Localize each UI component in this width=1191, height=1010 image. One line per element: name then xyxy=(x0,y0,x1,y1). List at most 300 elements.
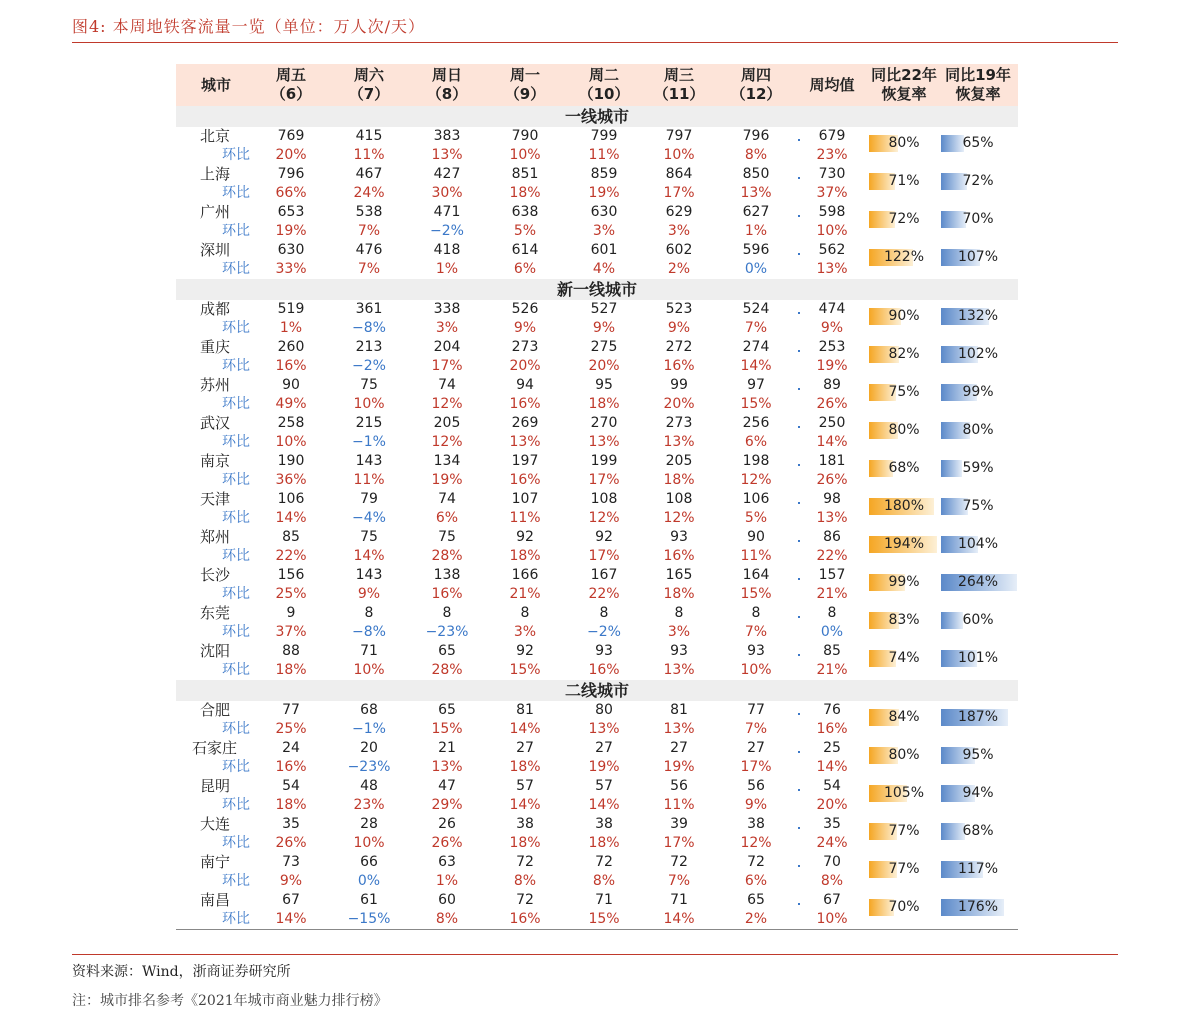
day-value: 614 xyxy=(511,242,539,258)
recovery19-bar xyxy=(941,460,962,477)
day-value: 523 xyxy=(665,301,693,317)
wow-pct: 10% xyxy=(275,434,307,450)
day-value: 75 xyxy=(438,529,456,545)
header-day-name: 周三 xyxy=(663,66,694,84)
recovery19-value: 117% xyxy=(957,861,999,877)
city-name: 长沙 xyxy=(200,566,231,584)
day-value: 476 xyxy=(355,242,383,258)
wow-pct: 15% xyxy=(431,721,463,737)
day-value: 596 xyxy=(742,242,770,258)
city-name: 天津 xyxy=(200,490,231,508)
wow-pct: 19% xyxy=(663,759,695,775)
wow-label: 环比 xyxy=(222,662,250,678)
city-row xyxy=(176,777,1018,815)
wow-pct: 19% xyxy=(588,185,620,201)
recovery19-bar xyxy=(941,612,963,629)
day-value: 74 xyxy=(438,377,456,393)
trend-mark xyxy=(798,215,800,217)
avg-value: 157 xyxy=(818,567,846,583)
recovery22-value: 77% xyxy=(888,823,920,839)
wow-pct: 10% xyxy=(816,223,848,239)
day-value: 143 xyxy=(355,567,383,583)
wow-pct: 18% xyxy=(509,759,541,775)
recovery19-value: 107% xyxy=(957,249,999,265)
wow-pct: 1% xyxy=(744,223,768,239)
city-row xyxy=(176,853,1018,891)
section-title: 一线城市 xyxy=(176,106,1018,127)
avg-value: 76 xyxy=(823,702,841,718)
wow-pct: 4% xyxy=(592,261,616,277)
recovery22-value: 68% xyxy=(888,460,920,476)
day-value: 107 xyxy=(511,491,539,507)
city-name: 成都 xyxy=(200,300,231,318)
day-value: 627 xyxy=(742,204,770,220)
city-row xyxy=(176,165,1018,203)
day-value: 260 xyxy=(277,339,305,355)
wow-pct: 10% xyxy=(740,662,772,678)
wow-pct: 13% xyxy=(816,261,848,277)
day-value: 850 xyxy=(742,166,770,182)
recovery19-value: 104% xyxy=(957,536,999,552)
city-row xyxy=(176,528,1018,566)
recovery19-value: 94% xyxy=(962,785,994,801)
wow-label: 环比 xyxy=(222,434,250,450)
header-day-name: 周二 xyxy=(588,66,619,84)
day-value: 38 xyxy=(747,816,765,832)
recovery22-value: 71% xyxy=(888,173,920,189)
wow-pct: 18% xyxy=(509,185,541,201)
wow-pct: −1% xyxy=(352,721,386,737)
wow-pct: 6% xyxy=(513,261,537,277)
wow-pct: 23% xyxy=(816,147,848,163)
wow-pct: 9% xyxy=(820,320,844,336)
day-value: 256 xyxy=(742,415,770,431)
day-value: 205 xyxy=(665,453,693,469)
wow-pct: 15% xyxy=(740,586,772,602)
wow-pct: 29% xyxy=(431,797,463,813)
avg-value: 86 xyxy=(823,529,841,545)
wow-pct: 18% xyxy=(275,797,307,813)
day-value: 27 xyxy=(670,740,688,756)
wow-pct: 12% xyxy=(740,472,772,488)
day-value: 72 xyxy=(516,854,534,870)
wow-pct: 11% xyxy=(353,147,385,163)
wow-pct: 13% xyxy=(509,434,541,450)
day-value: 427 xyxy=(433,166,461,182)
day-value: 106 xyxy=(277,491,305,507)
wow-pct: 16% xyxy=(275,358,307,374)
day-value: 90 xyxy=(747,529,765,545)
wow-pct: 13% xyxy=(431,147,463,163)
wow-label: 环比 xyxy=(222,472,250,488)
day-value: 27 xyxy=(747,740,765,756)
day-value: 71 xyxy=(360,643,378,659)
day-value: 92 xyxy=(516,643,534,659)
wow-pct: 23% xyxy=(353,797,385,813)
day-value: 54 xyxy=(282,778,300,794)
recovery22-value: 77% xyxy=(888,861,920,877)
wow-pct: 12% xyxy=(740,835,772,851)
day-value: 72 xyxy=(747,854,765,870)
day-value: 95 xyxy=(595,377,613,393)
wow-pct: 0% xyxy=(820,624,844,640)
day-value: 273 xyxy=(665,415,693,431)
city-row xyxy=(176,338,1018,376)
day-value: 274 xyxy=(742,339,770,355)
recovery22-value: 99% xyxy=(888,574,920,590)
recovery19-value: 264% xyxy=(957,574,999,590)
wow-pct: 22% xyxy=(588,586,620,602)
wow-pct: 18% xyxy=(275,662,307,678)
wow-label: 环比 xyxy=(222,261,250,277)
wow-pct: 17% xyxy=(588,548,620,564)
day-value: 99 xyxy=(670,377,688,393)
avg-value: 8 xyxy=(827,605,837,621)
wow-pct: 18% xyxy=(509,835,541,851)
avg-value: 730 xyxy=(818,166,846,182)
trend-mark xyxy=(798,654,800,656)
day-value: 602 xyxy=(665,242,693,258)
header-day-date: （8） xyxy=(426,85,468,103)
wow-pct: 6% xyxy=(744,434,768,450)
day-value: 415 xyxy=(355,128,383,144)
wow-pct: 3% xyxy=(513,624,537,640)
recovery19-value: 101% xyxy=(957,650,999,666)
city-name: 重庆 xyxy=(200,338,231,356)
wow-pct: 20% xyxy=(275,147,307,163)
trend-mark xyxy=(798,177,800,179)
day-value: 258 xyxy=(277,415,305,431)
recovery22-value: 80% xyxy=(888,747,920,763)
day-value: 205 xyxy=(433,415,461,431)
day-value: 66 xyxy=(360,854,378,870)
city-name: 南京 xyxy=(200,452,231,470)
day-value: 199 xyxy=(590,453,618,469)
day-value: 213 xyxy=(355,339,383,355)
header-rec22-line: 同比22年 xyxy=(871,66,937,84)
wow-pct: 20% xyxy=(509,358,541,374)
day-value: 269 xyxy=(511,415,539,431)
day-value: 864 xyxy=(665,166,693,182)
wow-pct: 13% xyxy=(588,721,620,737)
wow-pct: 10% xyxy=(509,147,541,163)
wow-pct: 66% xyxy=(275,185,307,201)
recovery22-value: 90% xyxy=(888,308,920,324)
wow-label: 环比 xyxy=(222,548,250,564)
day-value: 270 xyxy=(590,415,618,431)
wow-pct: 20% xyxy=(816,797,848,813)
trend-mark xyxy=(798,903,800,905)
city-name: 南宁 xyxy=(200,853,231,871)
wow-pct: 13% xyxy=(816,510,848,526)
wow-pct: 9% xyxy=(513,320,537,336)
wow-pct: 14% xyxy=(275,510,307,526)
trend-mark xyxy=(798,388,800,390)
header-day xyxy=(505,64,545,106)
wow-pct: 17% xyxy=(588,472,620,488)
recovery19-value: 60% xyxy=(962,612,994,628)
table-header xyxy=(176,64,1018,106)
day-value: 275 xyxy=(590,339,618,355)
recovery22-value: 105% xyxy=(883,785,925,801)
wow-pct: 14% xyxy=(509,721,541,737)
wow-pct: 16% xyxy=(663,548,695,564)
day-value: 85 xyxy=(282,529,300,545)
wow-pct: −8% xyxy=(352,624,386,640)
day-value: 21 xyxy=(438,740,456,756)
day-value: 8 xyxy=(442,605,452,621)
wow-pct: 8% xyxy=(592,873,616,889)
header-day-date: （9） xyxy=(504,85,546,103)
header-rec19 xyxy=(945,64,1011,106)
trend-mark xyxy=(798,540,800,542)
recovery22-value: 180% xyxy=(883,498,925,514)
wow-pct: 9% xyxy=(667,320,691,336)
wow-pct: 18% xyxy=(663,472,695,488)
city-name: 苏州 xyxy=(200,376,231,394)
city-name: 郑州 xyxy=(200,528,231,546)
day-value: 77 xyxy=(747,702,765,718)
day-value: 338 xyxy=(433,301,461,317)
wow-pct: 18% xyxy=(588,396,620,412)
day-value: 28 xyxy=(360,816,378,832)
wow-pct: 15% xyxy=(509,662,541,678)
wow-pct: 8% xyxy=(744,147,768,163)
wow-pct: 13% xyxy=(740,185,772,201)
city-name: 武汉 xyxy=(200,414,231,432)
recovery22-value: 80% xyxy=(888,422,920,438)
header-day-name: 周六 xyxy=(353,66,384,84)
day-value: 75 xyxy=(360,529,378,545)
wow-pct: 26% xyxy=(275,835,307,851)
wow-pct: 16% xyxy=(275,759,307,775)
city-name: 北京 xyxy=(200,127,231,145)
trend-mark xyxy=(798,350,800,352)
day-value: 39 xyxy=(670,816,688,832)
header-day xyxy=(731,64,782,106)
trend-mark xyxy=(798,827,800,829)
wow-label: 环比 xyxy=(222,510,250,526)
wow-label: 环比 xyxy=(222,721,250,737)
day-value: 26 xyxy=(438,816,456,832)
avg-value: 181 xyxy=(818,453,846,469)
trend-mark xyxy=(798,789,800,791)
wow-pct: 16% xyxy=(509,396,541,412)
city-row xyxy=(176,452,1018,490)
header-day-name: 周一 xyxy=(509,66,540,84)
recovery22-value: 122% xyxy=(883,249,925,265)
day-value: 73 xyxy=(282,854,300,870)
trend-mark xyxy=(798,426,800,428)
day-value: 88 xyxy=(282,643,300,659)
header-day-date: （10） xyxy=(578,85,630,103)
wow-pct: 1% xyxy=(435,261,459,277)
wow-pct: −15% xyxy=(347,911,391,927)
trend-mark xyxy=(798,616,800,618)
day-value: 92 xyxy=(595,529,613,545)
day-value: 272 xyxy=(665,339,693,355)
wow-pct: 24% xyxy=(816,835,848,851)
figure-title: 图4: 本周地铁客流量一览（单位：万人次/天） xyxy=(72,17,426,36)
wow-label: 环比 xyxy=(222,624,250,640)
wow-pct: 7% xyxy=(357,261,381,277)
wow-pct: 9% xyxy=(279,873,303,889)
day-value: 80 xyxy=(595,702,613,718)
wow-pct: 0% xyxy=(744,261,768,277)
trend-mark xyxy=(798,865,800,867)
recovery19-value: 99% xyxy=(962,384,994,400)
wow-pct: 10% xyxy=(353,396,385,412)
avg-value: 98 xyxy=(823,491,841,507)
day-value: 796 xyxy=(742,128,770,144)
day-value: 71 xyxy=(595,892,613,908)
day-value: 20 xyxy=(360,740,378,756)
wow-pct: 14% xyxy=(740,358,772,374)
day-value: 204 xyxy=(433,339,461,355)
wow-label: 环比 xyxy=(222,185,250,201)
day-value: 198 xyxy=(742,453,770,469)
header-rec22-line: 恢复率 xyxy=(881,85,927,103)
wow-pct: −23% xyxy=(347,759,391,775)
city-row xyxy=(176,490,1018,528)
avg-value: 54 xyxy=(823,778,841,794)
city-name: 广州 xyxy=(200,203,231,221)
city-row xyxy=(176,376,1018,414)
wow-pct: 7% xyxy=(667,873,691,889)
wow-pct: 11% xyxy=(588,147,620,163)
wow-pct: 20% xyxy=(663,396,695,412)
day-value: 796 xyxy=(277,166,305,182)
day-value: 519 xyxy=(277,301,305,317)
day-value: 538 xyxy=(355,204,383,220)
wow-pct: 16% xyxy=(588,662,620,678)
city-row xyxy=(176,891,1018,929)
wow-pct: 11% xyxy=(663,797,695,813)
wow-pct: 14% xyxy=(509,797,541,813)
day-value: 60 xyxy=(438,892,456,908)
header-day-date: （12） xyxy=(730,85,782,103)
wow-pct: 25% xyxy=(275,721,307,737)
footer-rule xyxy=(72,954,1118,955)
day-value: 81 xyxy=(670,702,688,718)
wow-pct: 6% xyxy=(435,510,459,526)
day-value: 8 xyxy=(751,605,761,621)
wow-pct: 24% xyxy=(353,185,385,201)
avg-value: 562 xyxy=(818,242,846,258)
wow-pct: 12% xyxy=(431,396,463,412)
wow-pct: 16% xyxy=(663,358,695,374)
wow-pct: 14% xyxy=(816,759,848,775)
day-value: 638 xyxy=(511,204,539,220)
day-value: 56 xyxy=(747,778,765,794)
day-value: 72 xyxy=(670,854,688,870)
recovery22-value: 74% xyxy=(888,650,920,666)
city-name: 上海 xyxy=(200,165,231,183)
wow-pct: 26% xyxy=(816,396,848,412)
recovery19-value: 80% xyxy=(962,422,994,438)
header-day-name: 周四 xyxy=(740,66,771,84)
header-day-name: 周五 xyxy=(275,66,306,84)
wow-label: 环比 xyxy=(222,223,250,239)
wow-pct: 26% xyxy=(431,835,463,851)
wow-pct: 2% xyxy=(667,261,691,277)
day-value: 27 xyxy=(516,740,534,756)
recovery19-value: 176% xyxy=(957,899,999,915)
wow-pct: 10% xyxy=(353,835,385,851)
trend-mark xyxy=(798,139,800,141)
wow-pct: 14% xyxy=(816,434,848,450)
wow-pct: 3% xyxy=(592,223,616,239)
day-value: 65 xyxy=(438,702,456,718)
city-row xyxy=(176,566,1018,604)
header-avg: 周均值 xyxy=(809,75,855,94)
city-row xyxy=(176,241,1018,279)
wow-pct: −23% xyxy=(425,624,469,640)
day-value: 790 xyxy=(511,128,539,144)
day-value: 48 xyxy=(360,778,378,794)
day-value: 72 xyxy=(595,854,613,870)
avg-value: 253 xyxy=(818,339,846,355)
city-name: 东莞 xyxy=(200,604,231,622)
recovery22-value: 75% xyxy=(888,384,920,400)
city-row xyxy=(176,815,1018,853)
day-value: 56 xyxy=(670,778,688,794)
wow-pct: 21% xyxy=(816,662,848,678)
wow-pct: −1% xyxy=(352,434,386,450)
header-day-date: （7） xyxy=(348,85,390,103)
day-value: 418 xyxy=(433,242,461,258)
wow-pct: 11% xyxy=(740,548,772,564)
day-value: 68 xyxy=(360,702,378,718)
wow-pct: 10% xyxy=(816,911,848,927)
wow-label: 环比 xyxy=(222,396,250,412)
wow-pct: 15% xyxy=(740,396,772,412)
day-value: 27 xyxy=(595,740,613,756)
wow-pct: 1% xyxy=(279,320,303,336)
trend-mark xyxy=(798,751,800,753)
day-value: 851 xyxy=(511,166,539,182)
day-value: 769 xyxy=(277,128,305,144)
wow-pct: 9% xyxy=(744,797,768,813)
trend-mark xyxy=(798,464,800,466)
wow-pct: −8% xyxy=(352,320,386,336)
wow-pct: 26% xyxy=(816,472,848,488)
wow-pct: 22% xyxy=(816,548,848,564)
day-value: 164 xyxy=(742,567,770,583)
avg-value: 25 xyxy=(823,740,841,756)
trend-mark xyxy=(798,713,800,715)
wow-pct: 16% xyxy=(509,911,541,927)
city-name: 合肥 xyxy=(200,701,231,719)
ranking-note: 注：城市排名参考《2021年城市商业魅力排行榜》 xyxy=(72,993,388,1009)
day-value: 215 xyxy=(355,415,383,431)
day-value: 143 xyxy=(355,453,383,469)
trend-mark xyxy=(798,502,800,504)
day-value: 108 xyxy=(590,491,618,507)
wow-pct: −2% xyxy=(352,358,386,374)
day-value: 97 xyxy=(747,377,765,393)
wow-label: 环比 xyxy=(222,759,250,775)
recovery19-value: 95% xyxy=(962,747,994,763)
wow-label: 环比 xyxy=(222,797,250,813)
wow-label: 环比 xyxy=(222,873,250,889)
day-value: 8 xyxy=(599,605,609,621)
day-value: 65 xyxy=(438,643,456,659)
day-value: 797 xyxy=(665,128,693,144)
day-value: 601 xyxy=(590,242,618,258)
day-value: 94 xyxy=(516,377,534,393)
wow-pct: 5% xyxy=(744,510,768,526)
